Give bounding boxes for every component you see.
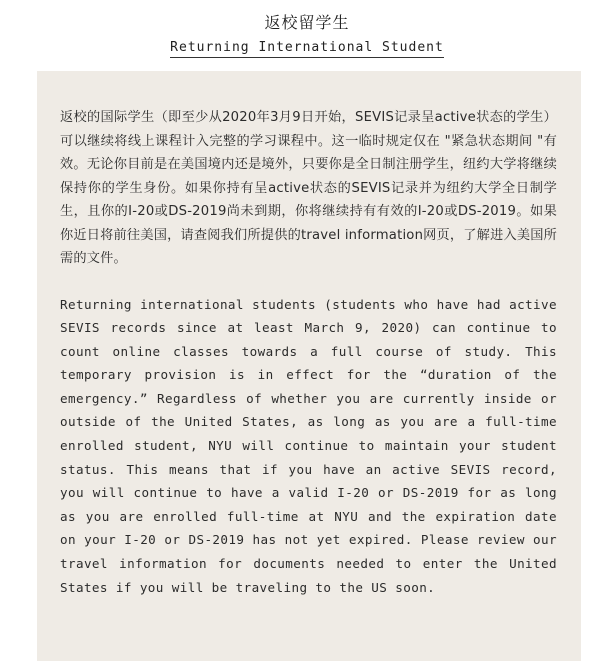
paragraph-chinese: 返校的国际学生（即至少从2020年3月9日开始，SEVIS记录呈active状态的学生）可以继续将线上课程计入完整的学习课程中。这一临时规定仅在 "紧急状态期间 "有效。无论你目前是在美国境内还是境外，只要你是全日制注册学生，纽约大学将继续保持你的学生身份。如果你持有呈active状态的SEVIS记录并为纽约大学全日制学生，且你的I-20或DS-2019尚未到期，你将继续持有有效的I-20或DS-2019。如果你近日将前往美国，请查阅我们所提供的travel information网页，了解进入美国所需的文件。 [60, 110, 558, 266]
page-title-english-text: Returning International Student [170, 40, 444, 58]
paragraph-english: Returning international students (students who have had active SEVIS records since at least March 9, 2020) can continue to count online classes towards a full course of study. This temporary provision is in effect for the “duration of the emergency.” Regardless of whether you are currently inside or outside of the United States, as long as you are a full-time enrolled student, NYU will continue to maintain your student status. This means that if you have an active SEVIS record, you will continue to have a valid I-20 or DS-2019 for as long as you are enrolled full-time at NYU and the expiration date on your I-20 or DS-2019 has not yet expired. Please review our travel information for documents needed to enter the United States if you will be traveling to the US soon. [60, 296, 557, 595]
page-title-chinese: 返校留学生 [264, 13, 350, 32]
content-card [37, 71, 581, 661]
page-title-english [0, 40, 614, 58]
